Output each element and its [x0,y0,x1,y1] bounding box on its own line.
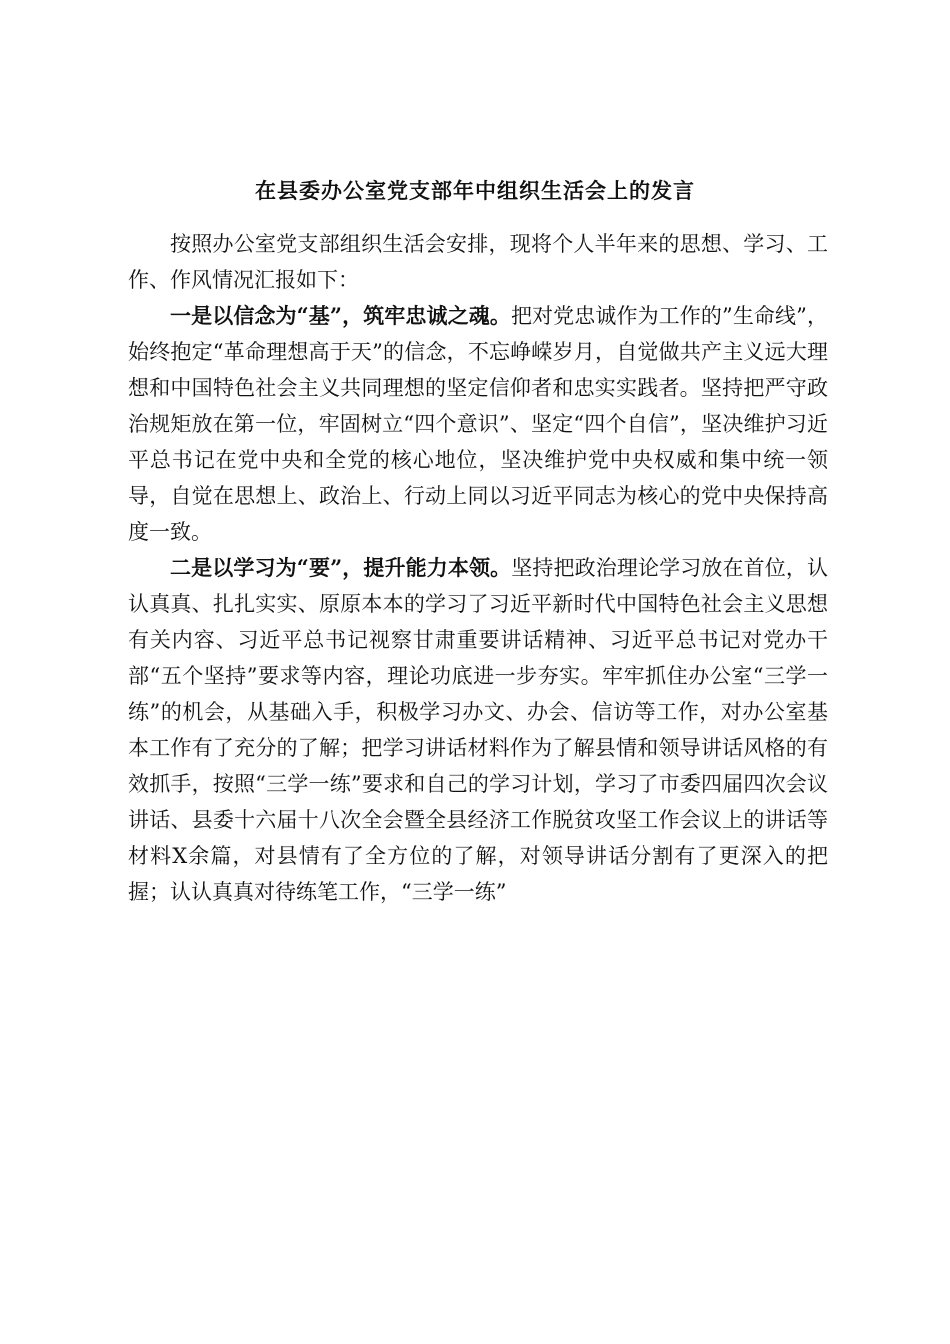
paragraph-study [128,550,828,910]
paragraph-text: 坚持把政治理论学习放在首位，认认真真、扎扎实实、原原本本的学习了习近平新时代中国特色社会主义思想有关内容、习近平总书记视察甘肃重要讲话精神、习近平总书记对党办干部“五个坚持”要求等内容，理论功底进一步夯实。牢牢抓住办公室“三学一练”的机会，从基础入手，积极学习办文、办会、信访等工作，对办公室基本工作有了充分的了解；把学习讲话材料作为了解县情和领导讲话风格的有效抓手，按照“三学一练”要求和自己的学习计划，学习了市委四届四次会议讲话、县委十六届十八次全会暨全县经济工作脱贫攻坚工作会议上的讲话等材料X余篇，对县情有了全方位的了解，对领导讲话分割有了更深入的把握；认认真真对待练笔工作，“三学一练” [128,556,828,904]
paragraph-text: 按照办公室党支部组织生活会安排，现将个人半年来的思想、学习、工作、作风情况汇报如下： [128,232,828,292]
paragraph-text: 把对党忠诚作为工作的”生命线”，始终抱定“革命理想高于天”的信念，不忘峥嵘岁月，自觉做共产主义远大理想和中国特色社会主义共同理想的坚定信仰者和忠实实践者。坚持把严守政治规矩放在第一位，牢固树立“四个意识”、坚定“四个自信”，坚决维护习近平总书记在党中央和全党的核心地位，坚决维护党中央权威和集中统一领导，自觉在思想上、政治上、行动上同以习近平同志为核心的党中央保持高度一致。 [128,304,828,544]
paragraph-lead: 二是以学习为“要”，提升能力本领。 [170,555,512,580]
paragraph-belief [128,298,828,550]
document-body [128,226,828,910]
paragraph-lead: 一是以信念为“基”，筑牢忠诚之魂。 [170,303,511,328]
paragraph-intro [128,226,828,298]
document-title: 在县委办公室党支部年中组织生活会上的发言 [255,178,695,203]
